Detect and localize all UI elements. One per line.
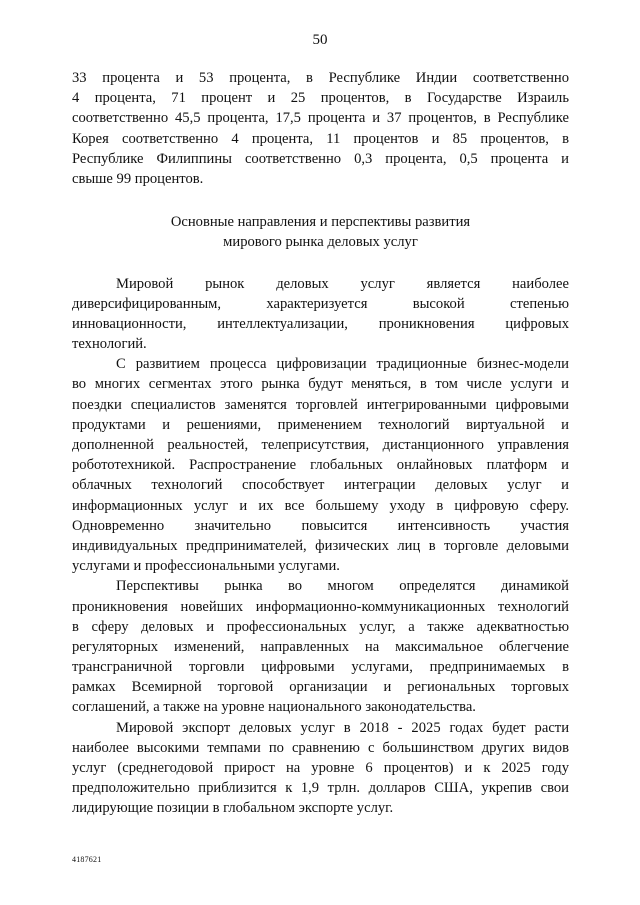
text-line: соответственно 45,5 процента, 17,5 процента и 37 процентов, в Республике [72, 110, 569, 127]
page-number: 50 [312, 32, 328, 48]
paragraph-2 [72, 354, 569, 576]
text-line: услуг (среднегодовой прирост на уровне 6 процентов) и к 2025 году [72, 760, 569, 776]
text-line: Республике Филиппины соответственно 0,3 процента, 0,5 процента и [72, 150, 569, 167]
text-line: Корея соответственно 4 процента, 11 процентов и 85 процентов, в [72, 130, 569, 147]
text-line: дополненной реальностей, телеприсутствия, дистанционного управления [72, 437, 569, 453]
text-line: 33 процента и 53 процента, в Республике Индии соответственно [72, 70, 569, 86]
text-line: Одновременно значительно повысится интенсивность участия [72, 517, 569, 534]
text-line: облачных технологий способствует интеграции деловых услуг и [72, 477, 569, 494]
text-line: предположительно приблизится к 1,9 трлн. долларов США, укрепив свои [72, 780, 569, 797]
text-line: услугами и профессиональными услугами. [72, 558, 340, 575]
text-line: 4 процента, 71 процент и 25 процентов, в Государстве Израиль [72, 90, 569, 107]
text-line: Мировой экспорт деловых услуг в 2018 - 2025 годах будет расти [116, 719, 569, 736]
text-line: в сферу деловых и профессиональных услуг, а также адекватностью [72, 618, 569, 635]
text-line: свыше 99 процентов. [72, 170, 204, 187]
paragraph-4 [72, 718, 569, 819]
heading-line: Основные направления и перспективы развития [170, 214, 471, 231]
text-line: диверсифицированным, характеризуется высокой степенью [72, 295, 569, 312]
text-line: рамках Всемирной торговой организации и региональных торговых [72, 679, 569, 696]
text-line: Перспективы рынка во многом определятся динамикой [116, 578, 569, 595]
text-line: индивидуальных предпринимателей, физических лиц в торговле деловыми [72, 537, 569, 554]
text-line: проникновения новейших информационно-коммуникационных технологий [72, 598, 569, 615]
text-line: трансграничной торговли цифровыми услугами, предпринимаемых в [72, 659, 569, 676]
text-line: продуктами и решениями, применением технологий виртуальной и [72, 416, 569, 433]
section-heading [72, 212, 569, 252]
text-line: соглашений, а также на уровне национального законодательства. [72, 699, 476, 716]
text-line: регуляторных изменений, направленных на максимальное облегчение [72, 638, 569, 655]
document-code: 4187621 [72, 855, 102, 864]
heading-line: мирового рынка деловых услуг [223, 234, 418, 251]
paragraph-3 [72, 576, 569, 717]
continuation-paragraph [72, 68, 569, 189]
text-line: информационных услуг и их все большему уходу в цифровую сферу. [72, 497, 569, 514]
text-line: технологий. [72, 336, 147, 353]
text-line: во многих сегментах этого рынка будут меняться, в том числе услуги и [72, 376, 569, 393]
text-line: наиболее высокими темпами по сравнению с большинством других видов [72, 739, 569, 756]
text-line: лидирующие позиции в глобальном экспорте услуг. [72, 800, 394, 817]
text-line: С развитием процесса цифровизации традиционные бизнес-модели [116, 356, 569, 373]
text-line: поездки специалистов заменятся торговлей интегрированными цифровыми [72, 396, 569, 413]
text-line: инновационности, интеллектуализации, проникновения цифровых [72, 315, 569, 332]
text-line: робототехникой. Распространение глобальных онлайновых платформ и [72, 457, 569, 474]
paragraph-1 [72, 274, 569, 355]
document-body [72, 68, 569, 819]
text-line: Мировой рынок деловых услуг является наиболее [116, 275, 569, 292]
